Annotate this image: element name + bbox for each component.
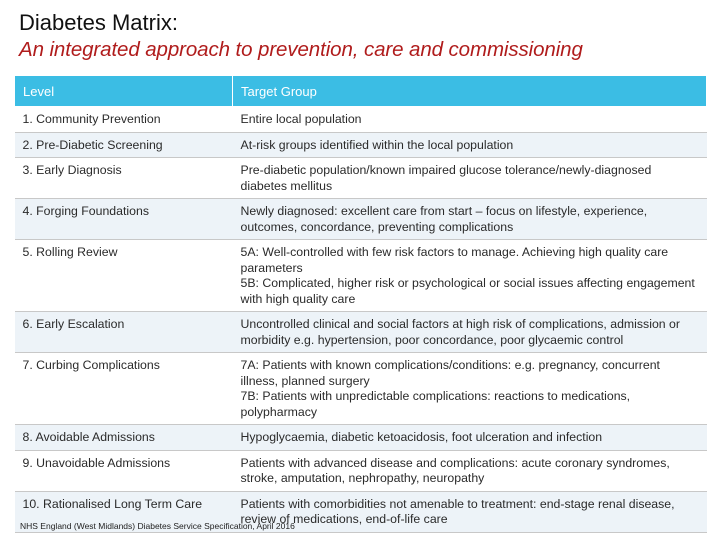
target-cell <box>233 199 707 240</box>
page-subtitle: An integrated approach to prevention, care and commissioning <box>19 38 583 61</box>
level-cell: 10. Rationalised Long Term Care <box>15 491 233 532</box>
table-row <box>15 353 707 425</box>
target-cell <box>233 450 707 491</box>
target-cell <box>233 158 707 199</box>
target-text: 7A: Patients with known complications/conditions: e.g. pregnancy, concurrent illness, planned surgery <box>240 358 660 388</box>
target-text: Patients with comorbidities not amenable to treatment: end-stage renal disease, review of medications, end-of-life care <box>240 496 675 526</box>
column-header-level: Level <box>15 76 233 107</box>
target-cell <box>233 240 707 312</box>
target-text: At-risk groups identified within the local population <box>240 137 514 152</box>
target-cell <box>233 132 707 158</box>
table-row <box>15 158 707 199</box>
target-cell <box>233 353 707 425</box>
table-row <box>15 107 707 133</box>
table-row <box>15 240 707 312</box>
table-row <box>15 450 707 491</box>
table-row <box>15 425 707 451</box>
target-text: Hypoglycaemia, diabetic ketoacidosis, foot ulceration and infection <box>240 430 603 444</box>
level-cell: 5. Rolling Review <box>15 240 233 312</box>
target-text: Entire local population <box>240 112 362 126</box>
level-cell: 1. Community Prevention <box>15 107 233 133</box>
target-text: 5B: Complicated, higher risk or psychological or social issues affecting engagement with high quality care <box>240 276 695 306</box>
target-text: 5A: Well-controlled with few risk factors to manage. Achieving high quality care parameters <box>240 245 669 275</box>
page-title: Diabetes Matrix: <box>19 10 178 35</box>
table-row <box>15 312 707 353</box>
target-cell <box>233 491 707 532</box>
target-text: Uncontrolled clinical and social factors at high risk of complications, admission or morbidity e.g. hypertension, poor concordance, poor glycaemic control <box>240 317 680 347</box>
target-cell <box>233 312 707 353</box>
column-header-target-group: Target Group <box>233 76 707 107</box>
diabetes-matrix-table <box>14 75 707 533</box>
level-cell: 7. Curbing Complications <box>15 353 233 425</box>
level-cell: 6. Early Escalation <box>15 312 233 353</box>
target-text: Newly diagnosed: excellent care from start – focus on lifestyle, experience, outcomes, concordance, preventing complications <box>240 204 648 234</box>
table-header-row <box>15 76 707 107</box>
target-cell <box>233 107 707 133</box>
level-cell: 2. Pre-Diabetic Screening <box>15 132 233 158</box>
target-text: Pre-diabetic population/known impaired glucose tolerance/newly-diagnosed diabetes mellitus <box>240 163 652 193</box>
level-cell: 3. Early Diagnosis <box>15 158 233 199</box>
level-cell: 9. Unavoidable Admissions <box>15 450 233 491</box>
level-cell: 8. Avoidable Admissions <box>15 425 233 451</box>
table-row <box>15 199 707 240</box>
level-cell: 4. Forging Foundations <box>15 199 233 240</box>
target-text: 7B: Patients with unpredictable complications: reactions to medications, polypharmacy <box>240 389 631 419</box>
table-row <box>15 132 707 158</box>
target-cell <box>233 425 707 451</box>
target-text: Patients with advanced disease and complications: acute coronary syndromes, stroke, amputation, nephropathy, neuropathy <box>240 455 670 485</box>
source-footnote: NHS England (West Midlands) Diabetes Service Specification, April 2016 <box>20 521 295 531</box>
